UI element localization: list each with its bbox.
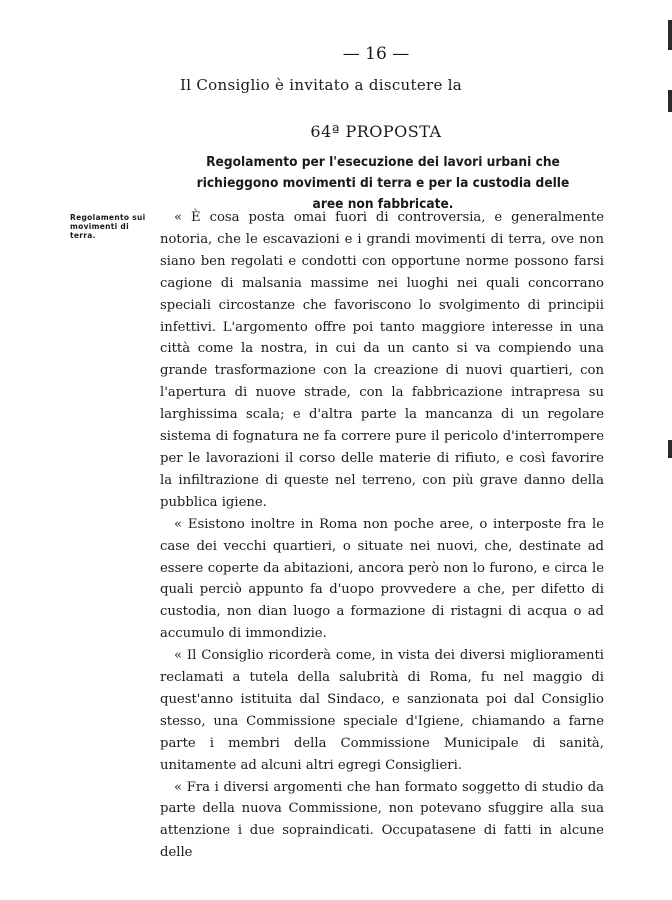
proposal-heading: 64ª PROPOSTA bbox=[310, 122, 442, 141]
margin-note: Regolamento sui movimenti di terra. bbox=[70, 213, 146, 240]
paragraph-4: « Fra i diversi argomenti che han formato soggetto di studio da parte della nuova Commissione, non potevano sfuggire alla sua attenzione i due sopraindicati. Occupatasene di fatti in alcune delle bbox=[160, 779, 604, 861]
intro-line: Il Consiglio è invitato a discutere la bbox=[180, 76, 463, 94]
body-text bbox=[160, 207, 604, 864]
page-number: — 16 — bbox=[342, 44, 410, 64]
paragraph-1: « È cosa posta omai fuori di controversia, e generalmente notoria, che le escavazioni e i grandi movimenti di terra, ove non siano ben regolati e condotti con opportune norme possono farsi cagione di malsania massime nei luoghi nei quali concorrano speciali circostanze che favoriscono lo svolgimento di principii infettivi. L'argomento offre poi tanto maggiore interesse in una città come la nostra, in cui da un canto si va compiendo una grande trasformazione con la creazione di nuovi quartieri, con l'apertura di nuove strade, con la fabbricazione intrapresa su larghissima scala; e d'altra parte la mancanza di un regolare sistema di fognatura ne fa correre pure il pericolo d'interrompere per le lavorazioni il corso delle materie di rifiuto, e così favorire la infiltrazione di queste nel terreno, con più grave danno della pubblica igiene. bbox=[160, 210, 604, 510]
paragraph-2: « Esistono inoltre in Roma non poche aree, o interposte fra le case dei vecchi quartieri, o situate nei nuovi, che, destinate ad essere coperte da abitazioni, ancora però non lo furono, e circa le quali perciò appunto fa d'uopo provvedere a che, per difetto di custodia, non dian luogo a formazione di ristagni di acqua o ad accumulo di immondizie. bbox=[160, 516, 604, 642]
proposal-title: Regolamento per l'esecuzione dei lavori urbani che richieggono movimenti di terra e per la custodia delle aree non fabbricate. bbox=[196, 154, 570, 212]
scan-edge-mark bbox=[668, 440, 672, 458]
scan-edge-mark bbox=[668, 90, 672, 112]
scan-edge-mark bbox=[668, 20, 672, 50]
paragraph-3: « Il Consiglio ricorderà come, in vista dei diversi miglioramenti reclamati a tutela della salubrità di Roma, fu nel maggio di quest'anno istituita dal Sindaco, e sanzionata poi dal Consiglio stesso, una Commissione speciale d'Igiene, chiamando a farne parte i membri della Commissione Municipale di sanità, unitamente ad alcuni altri egregi Consiglieri. bbox=[160, 648, 604, 773]
